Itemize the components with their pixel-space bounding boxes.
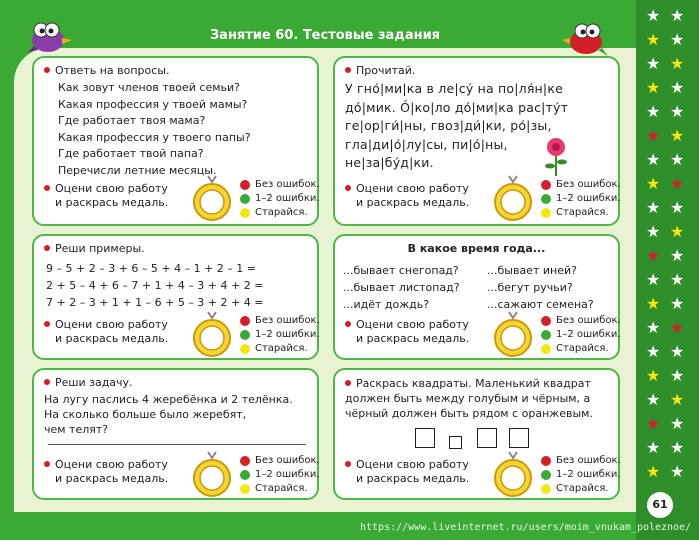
syllable-text	[345, 80, 568, 173]
legend-label: Старайся.	[255, 343, 308, 354]
medal-legend	[240, 454, 320, 496]
question-line: Какая профессия у твоего папы?	[58, 130, 251, 144]
green-dot-icon	[240, 194, 250, 204]
math-examples	[46, 260, 263, 311]
season-question: ...бывает иней?	[487, 264, 577, 277]
page-title: Занятие 60. Тестовые задания	[209, 28, 441, 43]
answer-line[interactable]	[48, 444, 306, 445]
card-heading: Прочитай.	[345, 64, 415, 77]
card-examples	[32, 234, 319, 360]
reading-line: У гно́|ми|ка в ле|су́ на по|ля́н|ке	[345, 81, 563, 96]
assess-line: Оцени свою работу	[44, 182, 168, 196]
rose-icon	[541, 136, 571, 178]
legend-label: Старайся.	[255, 207, 308, 218]
medal-icon[interactable]	[491, 310, 535, 358]
paint-instructions	[345, 376, 615, 421]
legend-label: 1–2 ошибки.	[255, 469, 320, 480]
stars-strip: ★ ★ ★ ★ ★ ★ ★ ★ ★ ★ ★ ★ ★ ★ ★ ★ ★ ★ ★ ★ ★ ★ ★ ★ ★ ★ ★ ★ ★ ★ ★ ★ ★ ★ ★ ★ ★ ★ ★ ★	[636, 0, 699, 540]
assess-line: и раскрась медаль.	[55, 332, 169, 345]
card-reading	[333, 56, 620, 226]
medal-legend	[541, 314, 621, 356]
assess-line: и раскрась медаль.	[356, 196, 470, 209]
reading-line: ге|ор|ги́|ны, гвоз|ди́|ки, ро́|зы,	[345, 118, 552, 133]
green-dot-icon	[240, 470, 250, 480]
self-assessment	[345, 178, 621, 222]
legend-label: 1–2 ошибки.	[255, 193, 320, 204]
reading-line: до́|мик. О́|ко|ло до́|ми|ка рас|ту́т	[345, 99, 569, 115]
self-assessment	[44, 454, 320, 498]
card-heading: Ответь на вопросы.	[44, 64, 169, 77]
legend-label: Без ошибок.	[255, 455, 320, 466]
red-dot-icon	[240, 456, 250, 466]
math-line: 7 + 2 – 3 + 1 + 1 – 6 + 5 – 3 + 2 + 4 =	[46, 296, 264, 309]
medal-legend	[240, 178, 320, 220]
medal-legend	[240, 314, 320, 356]
square-large[interactable]	[509, 428, 529, 448]
medal-legend	[541, 454, 621, 496]
reading-line: не|за|бу́д|ки.	[345, 155, 434, 170]
yellow-dot-icon	[541, 484, 551, 494]
season-question: ...бывает листопад?	[343, 281, 460, 294]
square-large[interactable]	[477, 428, 497, 448]
question-list	[58, 80, 251, 179]
season-questions	[343, 262, 631, 313]
season-question: ...бывает снегопад?	[343, 264, 459, 277]
yellow-dot-icon	[240, 344, 250, 354]
legend-label: 1–2 ошибки.	[556, 469, 621, 480]
legend-label: 1–2 ошибки.	[255, 329, 320, 340]
purple-bird-icon	[28, 16, 74, 56]
medal-icon[interactable]	[491, 174, 535, 222]
yellow-dot-icon	[240, 484, 250, 494]
medal-legend	[541, 178, 621, 220]
self-assessment	[345, 314, 621, 358]
paint-line: Раскрась квадраты. Маленький квадрат	[345, 376, 615, 391]
legend-label: 1–2 ошибки.	[556, 193, 621, 204]
assess-line: Оцени свою работу	[44, 458, 168, 472]
legend-label: Без ошибок.	[556, 179, 621, 190]
legend-label: Старайся.	[556, 343, 609, 354]
assess-line: и раскрась медаль.	[55, 196, 169, 209]
medal-icon[interactable]	[190, 174, 234, 222]
green-dot-icon	[541, 194, 551, 204]
green-dot-icon	[541, 470, 551, 480]
season-question: ...идёт дождь?	[343, 298, 430, 311]
red-bird-icon	[562, 16, 610, 58]
legend-label: 1–2 ошибки.	[556, 329, 621, 340]
question-line: Какая профессия у твоей мамы?	[58, 97, 248, 111]
season-question: ...бегут ручьи?	[487, 281, 573, 294]
reading-line: гла|ди|о́|лу|сы, пи|о́|ны,	[345, 136, 508, 152]
square-large[interactable]	[415, 428, 435, 448]
red-dot-icon	[541, 456, 551, 466]
math-line: 2 + 5 – 4 + 6 – 7 + 1 + 4 – 3 + 4 + 2 =	[46, 279, 264, 292]
red-dot-icon	[541, 316, 551, 326]
red-dot-icon	[240, 316, 250, 326]
paint-line: должен быть между голубым и чёрным, а	[345, 392, 591, 405]
card-seasons	[333, 234, 620, 360]
problem-line: На лугу паслись 4 жеребёнка и 2 телёнка.	[44, 393, 293, 406]
question-line: Как зовут членов твоей семьи?	[58, 81, 240, 94]
question-line: Перечисли летние месяцы.	[58, 163, 217, 177]
page-number: 61	[647, 492, 673, 518]
yellow-dot-icon	[240, 208, 250, 218]
yellow-dot-icon	[541, 208, 551, 218]
self-assessment	[44, 178, 320, 222]
self-assessment	[44, 314, 320, 358]
assess-line: Оцени свою работу	[345, 182, 469, 196]
card-heading: Реши задачу.	[44, 376, 133, 389]
watermark-url[interactable]: https://www.liveinternet.ru/users/moim_vnukam_poleznoe/	[360, 522, 692, 533]
header-bar	[0, 0, 636, 52]
red-dot-icon	[541, 180, 551, 190]
card-problem	[32, 368, 319, 500]
red-dot-icon	[240, 180, 250, 190]
problem-line: На сколько больше было жеребят,	[44, 408, 247, 421]
word-problem	[44, 392, 314, 437]
legend-label: Старайся.	[556, 483, 609, 494]
medal-icon[interactable]	[190, 450, 234, 498]
square-small[interactable]	[449, 436, 462, 449]
assess-line: Оцени свою работу	[44, 318, 168, 332]
legend-label: Без ошибок.	[556, 455, 621, 466]
assess-line: Оцени свою работу	[345, 458, 469, 472]
paint-line: чёрный должен быть рядом с оранжевым.	[345, 407, 593, 420]
self-assessment	[345, 454, 621, 498]
problem-line: чем телят?	[44, 423, 109, 436]
card-heading: Реши примеры.	[44, 242, 145, 255]
card-questions	[32, 56, 319, 226]
question-line: Где работает твоя мама?	[58, 114, 206, 127]
assess-line: и раскрась медаль.	[55, 472, 169, 485]
assess-line: Оцени свою работу	[345, 318, 469, 332]
legend-label: Старайся.	[556, 207, 609, 218]
assess-line: и раскрась медаль.	[356, 332, 470, 345]
legend-label: Без ошибок.	[255, 179, 320, 190]
medal-icon[interactable]	[491, 450, 535, 498]
legend-label: Без ошибок.	[255, 315, 320, 326]
green-dot-icon	[541, 330, 551, 340]
card-heading: В какое время года...	[407, 242, 546, 255]
math-line: 9 – 5 + 2 – 3 + 6 – 5 + 4 – 1 + 2 – 1 =	[46, 262, 257, 275]
season-question: ...сажают семена?	[487, 298, 594, 311]
card-paint-squares	[333, 368, 620, 500]
assess-line: и раскрась медаль.	[356, 472, 470, 485]
question-line: Где работает твой папа?	[58, 147, 204, 160]
legend-label: Старайся.	[255, 483, 308, 494]
medal-icon[interactable]	[190, 310, 234, 358]
green-dot-icon	[240, 330, 250, 340]
yellow-dot-icon	[541, 344, 551, 354]
legend-label: Без ошибок.	[556, 315, 621, 326]
